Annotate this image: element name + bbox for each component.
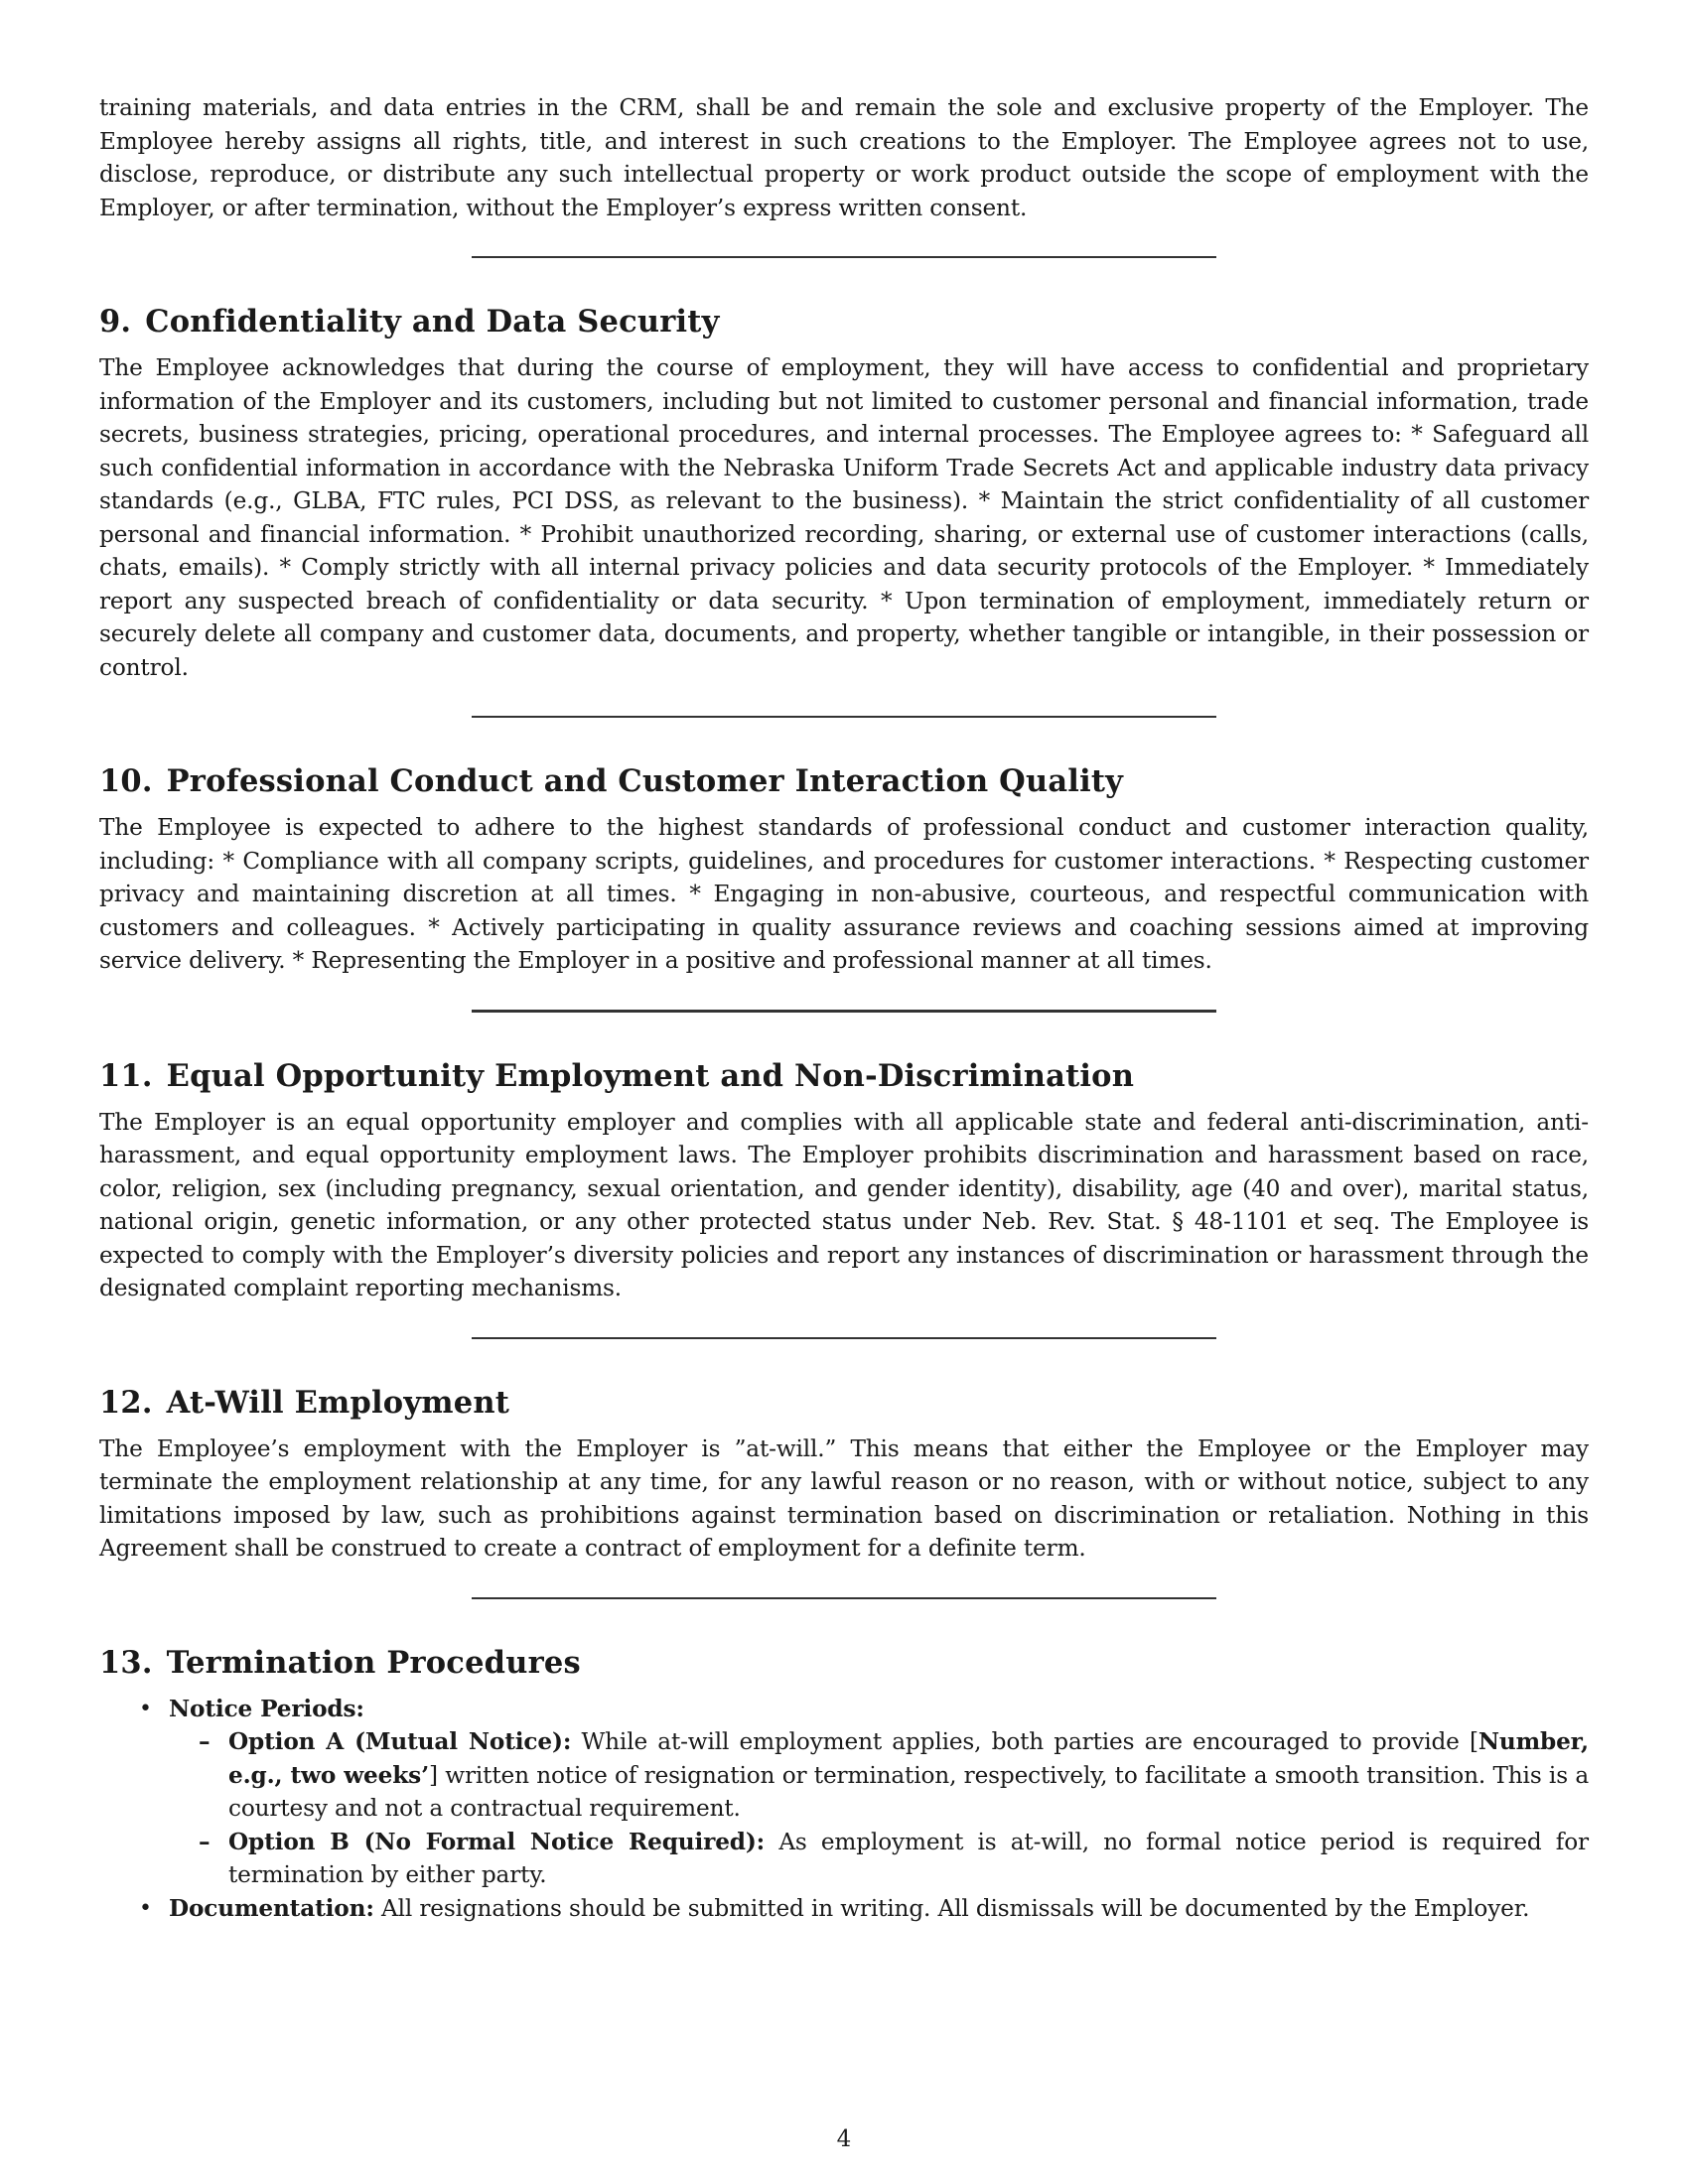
- section-12: [99, 1383, 1589, 1566]
- section-title: Termination Procedures: [166, 1644, 581, 1681]
- option-a-label: Option A (Mutual Notice):: [228, 1728, 572, 1755]
- section-text: The Employee is expected to adhere to the highest standards of professional conduct and customer interaction quality, including: * Compliance with all company scripts, guidelines, and procedures for customer interactions. * Respecting customer privacy and maintaining discretion at all times. * Engaging in non-abusive, courteous, and respectful communication with customers and colleagues. * Actively participating in quality assurance reviews and coaching sessions aimed at improving service delivery. * Representing the Employer in a positive and professional manner at all times.: [99, 814, 1589, 974]
- option-a-text-continued: ] written notice of resignation or termination, respectively, to facilitate a smooth transition. This is a courtesy and not a contractual requirement.: [228, 1761, 1589, 1822]
- section-heading: [99, 302, 1589, 341]
- section-divider: [472, 1010, 1216, 1013]
- section-divider: [472, 1597, 1216, 1599]
- section-number: 10.: [99, 763, 153, 799]
- section-heading: [99, 1056, 1589, 1096]
- section-divider: [472, 716, 1216, 718]
- section-divider: [472, 256, 1216, 258]
- section-10: [99, 761, 1589, 978]
- list-item-documentation: [139, 1892, 1589, 1926]
- list-item-option-a: [199, 1725, 1589, 1826]
- option-a-placeholder: Number, e.g., two weeks’: [228, 1728, 1589, 1789]
- bullet-icon: •: [139, 1696, 152, 1721]
- section-9: [99, 302, 1589, 684]
- section-heading: [99, 1383, 1589, 1423]
- section-divider: [472, 1337, 1216, 1339]
- dash-icon: –: [199, 1728, 211, 1755]
- section-number: 11.: [99, 1057, 153, 1094]
- option-b-label: Option B (No Formal Notice Required):: [228, 1828, 766, 1855]
- list-item-notice-periods: [139, 1693, 1589, 1892]
- option-a-text: While at-will employment applies, both parties are encouraged to provide [: [581, 1728, 1478, 1755]
- termination-list: [99, 1693, 1589, 1926]
- documentation-label: Documentation:: [169, 1894, 374, 1922]
- section-11: [99, 1056, 1589, 1305]
- section-number: 12.: [99, 1384, 153, 1421]
- section-heading: [99, 761, 1589, 801]
- bullet-icon: •: [139, 1895, 152, 1921]
- document-page: [99, 91, 1589, 1925]
- section-title: At-Will Employment: [166, 1384, 510, 1421]
- section-number: 9.: [99, 304, 132, 340]
- section-text: The Employee’s employment with the Employer is ”at-will.” This means that either the Employee or the Employer may terminate the employment relationship at any time, for any lawful reason or no reason, with or without notice, subject to any limitations imposed by law, such as prohibitions against termination based on discrimination or retaliation. Nothing in this Agreement shall be construed to create a contract of employment for a definite term.: [99, 1434, 1589, 1562]
- section-title: Equal Opportunity Employment and Non-Discrimination: [166, 1057, 1135, 1094]
- dash-icon: –: [199, 1828, 211, 1855]
- section-text: The Employer is an equal opportunity employer and complies with all applicable state and federal anti-discrimination, anti-harassment, and equal opportunity employment laws. The Employer prohibits discrimination and harassment based on race, color, religion, sex (including pregnancy, sexual orientation, and gender identity), disability, age (40 and over), marital status, national origin, genetic information, or any other protected status under Neb. Rev. Stat. § 48-1101 et seq. The Employee is expected to comply with the Employer’s diversity policies and report any instances of discrimination or harassment through the designated complaint reporting mechanisms.: [99, 1108, 1589, 1301]
- section-heading: [99, 1643, 1589, 1683]
- notice-periods-label: Notice Periods:: [169, 1695, 364, 1722]
- section-number: 13.: [99, 1644, 153, 1681]
- section-title: Confidentiality and Data Security: [145, 304, 720, 340]
- section-title: Professional Conduct and Customer Interaction Quality: [166, 763, 1124, 799]
- section-text: The Employee acknowledges that during the course of employment, they will have access to confidential and proprietary information of the Employer and its customers, including but not limited to customer personal and financial information, trade secrets, business strategies, pricing, operational procedures, and internal processes. The Employee agrees to: * Safeguard all such confidential information in accordance with the Nebraska Uniform Trade Secrets Act and applicable industry data privacy standards (e.g., GLBA, FTC rules, PCI DSS, as relevant to the business). * Maintain the strict confidentiality of all customer personal and financial information. * Prohibit unauthorized recording, sharing, or external use of customer interactions (calls, chats, emails). * Comply strictly with all internal privacy policies and data security protocols of the Employer. * Immediately report any suspected breach of confidentiality or data security. * Upon termination of employment, immediately return or securely delete all company and customer data, documents, and property, whether tangible or intangible, in their possession or control.: [99, 354, 1589, 681]
- notice-options-list: [169, 1725, 1589, 1892]
- option-b-text: As employment is at-will, no formal notice period is required for termination by either party.: [228, 1828, 1589, 1888]
- page-number: 4: [836, 2126, 852, 2152]
- section-13: [99, 1643, 1589, 1926]
- list-item-option-b: [199, 1826, 1589, 1892]
- documentation-text: All resignations should be submitted in writing. All dismissals will be documented by the Employer.: [380, 1894, 1530, 1922]
- continuation-paragraph: training materials, and data entries in the CRM, shall be and remain the sole and exclusive property of the Employer. The Employee hereby assigns all rights, title, and interest in such creations to the Employer. The Employee agrees not to use, disclose, reproduce, or distribute any such intellectual property or work product outside the scope of employment with the Employer, or after termination, without the Employer’s express written consent.: [99, 94, 1589, 221]
